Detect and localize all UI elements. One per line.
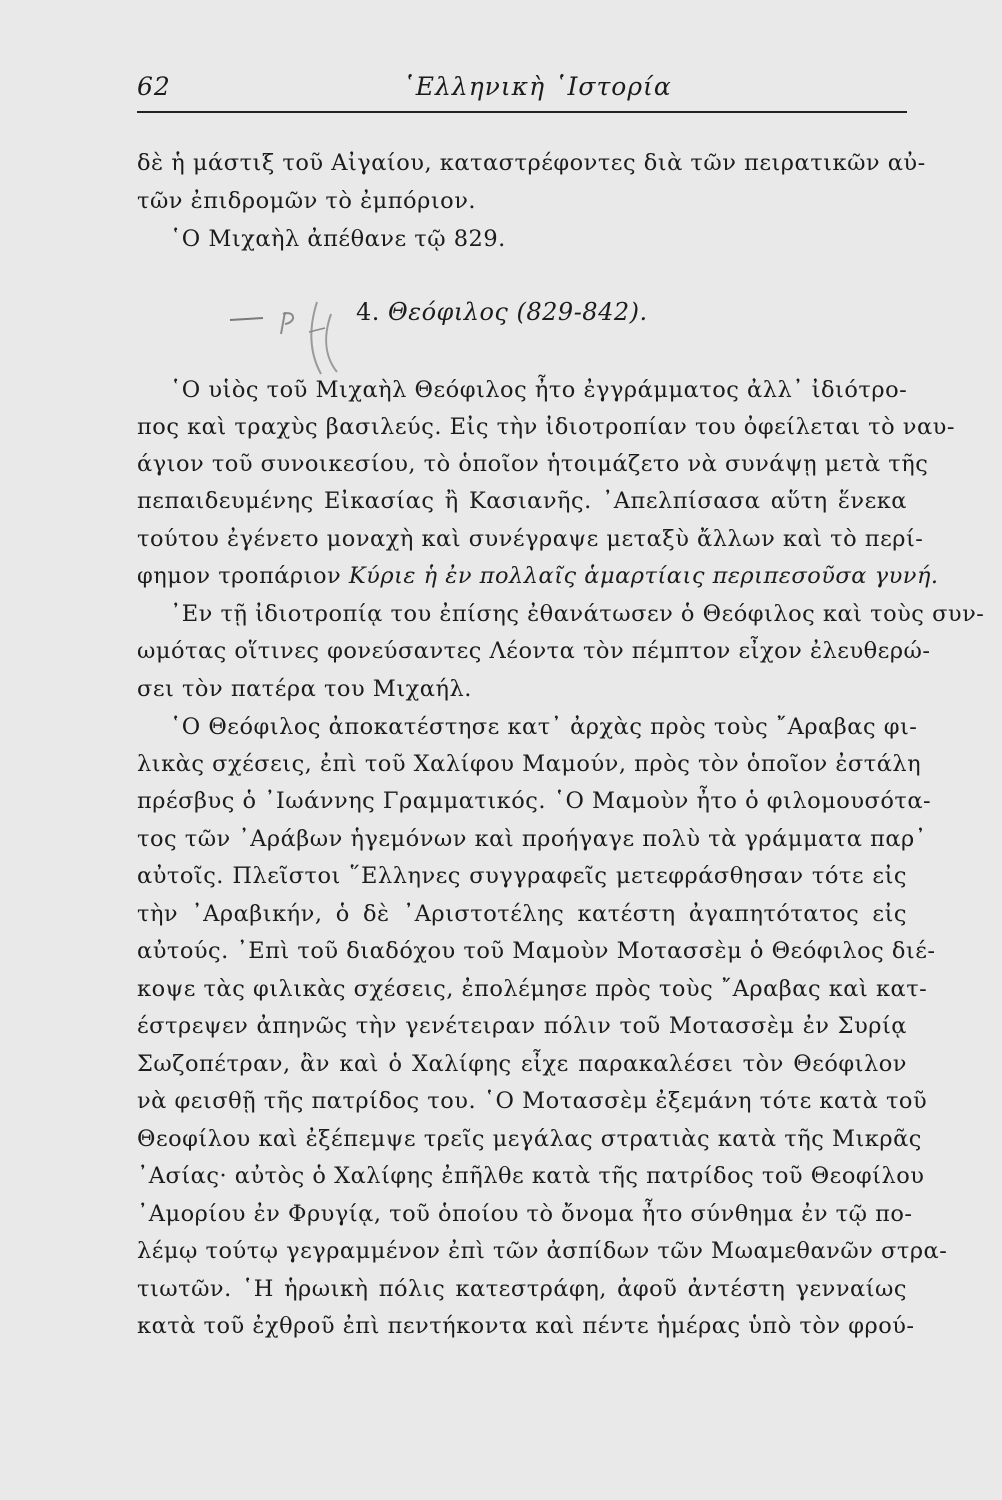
text-line: λέμῳ τούτῳ γεγραμμένον ἐπὶ τῶν ἀσπίδων τῶν Μωαμεθανῶν στρα- — [137, 1238, 948, 1264]
text-line: δὲ ἡ μάστιξ τοῦ Αἰγαίου, καταστρέφοντες διὰ τῶν πειρατικῶν αὐ- — [137, 150, 926, 176]
text-line: τιωτῶν. ῾Η ἡρωικὴ πόλις κατεστράφη, ἀφοῦ ἀντέστη γενναίως — [137, 1276, 907, 1302]
text-line — [137, 559, 939, 593]
section-title: Θεόφιλος — [388, 298, 509, 326]
text-line: πρέσβυς ὁ ᾽Ιωάννης Γραμματικός. ῾Ο Μαμοὺν ἦτο ὁ φιλομουσότα- — [137, 788, 932, 814]
text-line: ῾Ο Θεόφιλος ἀποκατέστησε κατ᾽ ἀρχὰς πρὸς τοὺς ῎Αραβας φι- — [170, 714, 918, 740]
page-header — [137, 72, 907, 112]
text-line: αὐτοῖς. Πλεῖστοι ῞Ελληνες συγγραφεῖς μετεφράσθησαν τότε εἰς — [137, 863, 907, 889]
text-line: κοψε τὰς φιλικὰς σχέσεις, ἐπολέμησε πρὸς τοὺς ῎Αραβας καὶ κατ- — [137, 976, 928, 1002]
text-line: τος τῶν ᾽Αράβων ἡγεμόνων καὶ προήγαγε πολὺ τὰ γράμματα παρ᾽ — [137, 826, 927, 852]
header-rule — [137, 111, 907, 113]
text-line: ωμότας οἵτινες φονεύσαντες Λέοντα τὸν πέμπτον εἶχον ἐλευθερώ- — [137, 638, 931, 664]
text-line: τὴν ᾽Αραβικήν, ὁ δὲ ᾽Αριστοτέλης κατέστη ἀγαπητότατος εἰς — [137, 901, 907, 927]
section-heading — [356, 292, 648, 332]
page-number: 62 — [137, 72, 171, 101]
text-line: Θεοφίλου καὶ ἐξέπεμψε τρεῖς μεγάλας στρατιὰς κατὰ τῆς Μικρᾶς — [137, 1126, 922, 1152]
text-line: τούτου ἐγένετο μοναχὴ καὶ συνέγραψε μεταξὺ ἄλλων καὶ τὸ περί- — [137, 526, 924, 552]
text-span: φημον τροπάριον — [137, 563, 342, 589]
text-line: σει τὸν πατέρα του Μιχαήλ. — [137, 676, 472, 702]
text-line: έστρεψεν ἀπηνῶς τὴν γενέτειραν πόλιν τοῦ Μοτασσὲμ ἐν Συρίᾳ — [137, 1013, 907, 1039]
text-line: ῾Ο Μιχαὴλ ἀπέθανε τῷ 829. — [170, 226, 506, 252]
running-title: ῾Ελληνικὴ ῾Ιστορία — [402, 72, 672, 101]
text-line: ῾Ο υἱὸς τοῦ Μιχαὴλ Θεόφιλος ἦτο ἐγγράμματος ἀλλ᾽ ἰδιότρο- — [170, 377, 908, 403]
text-line: κατὰ τοῦ ἐχθροῦ ἐπὶ πεντήκοντα καὶ πέντε ἡμέρας ὑπὸ τὸν φρού- — [137, 1313, 915, 1339]
text-line: άγιον τοῦ συνοικεσίου, τὸ ὁποῖον ἡτοιμάζετο νὰ συνάψῃ μετὰ τῆς — [137, 451, 929, 477]
text-line: Σωζοπέτραν, ἂν καὶ ὁ Χαλίφης εἶχε παρακαλέσει τὸν Θεόφιλον — [137, 1051, 907, 1077]
text-line: λικὰς σχέσεις, ἐπὶ τοῦ Χαλίφου Μαμούν, πρὸς τὸν ὁποῖον ἐστάλη — [137, 751, 922, 777]
text-line: ᾽Αμορίου ἐν Φρυγίᾳ, τοῦ ὁποίου τὸ ὄνομα ἦτο σύνθημα ἐν τῷ πο- — [137, 1201, 913, 1227]
section-number: 4. — [356, 298, 380, 326]
text-line: τῶν ἐπιδρομῶν τὸ ἐμπόριον. — [137, 188, 477, 214]
text-line: αὐτούς. ᾽Επὶ τοῦ διαδόχου τοῦ Μαμοὺν Μοτασσὲμ ὁ Θεόφιλος διέ- — [137, 938, 936, 964]
text-line: νὰ φεισθῇ τῆς πατρίδος του. ῾Ο Μοτασσὲμ ἐξεμάνη τότε κατὰ τοῦ — [137, 1088, 928, 1114]
section-years: (829-842). — [516, 298, 648, 326]
text-line: πεπαιδευμένης Εἰκασίας ἢ Κασιανῆς. ᾽Απελπίσασα αὕτη ἕνεκα — [137, 488, 907, 514]
text-line: πος καὶ τραχὺς βασιλεύς. Εἰς τὴν ἰδιοτροπίαν του ὀφείλεται τὸ ναυ- — [137, 414, 955, 440]
hymn-title: Κύριε ἡ ἐν πολλαῖς ἁμαρτίαις περιπεσοῦσα γυνή. — [348, 563, 939, 589]
text-line: ᾽Εν τῇ ἰδιοτροπίᾳ του ἐπίσης ἐθανάτωσεν ὁ Θεόφιλος καὶ τοὺς συν- — [170, 601, 985, 627]
pencil-annotation-mark — [225, 292, 375, 382]
text-line: ᾽Ασίας· αὐτὸς ὁ Χαλίφης ἐπῆλθε κατὰ τῆς πατρίδος τοῦ Θεοφίλου — [137, 1163, 925, 1189]
